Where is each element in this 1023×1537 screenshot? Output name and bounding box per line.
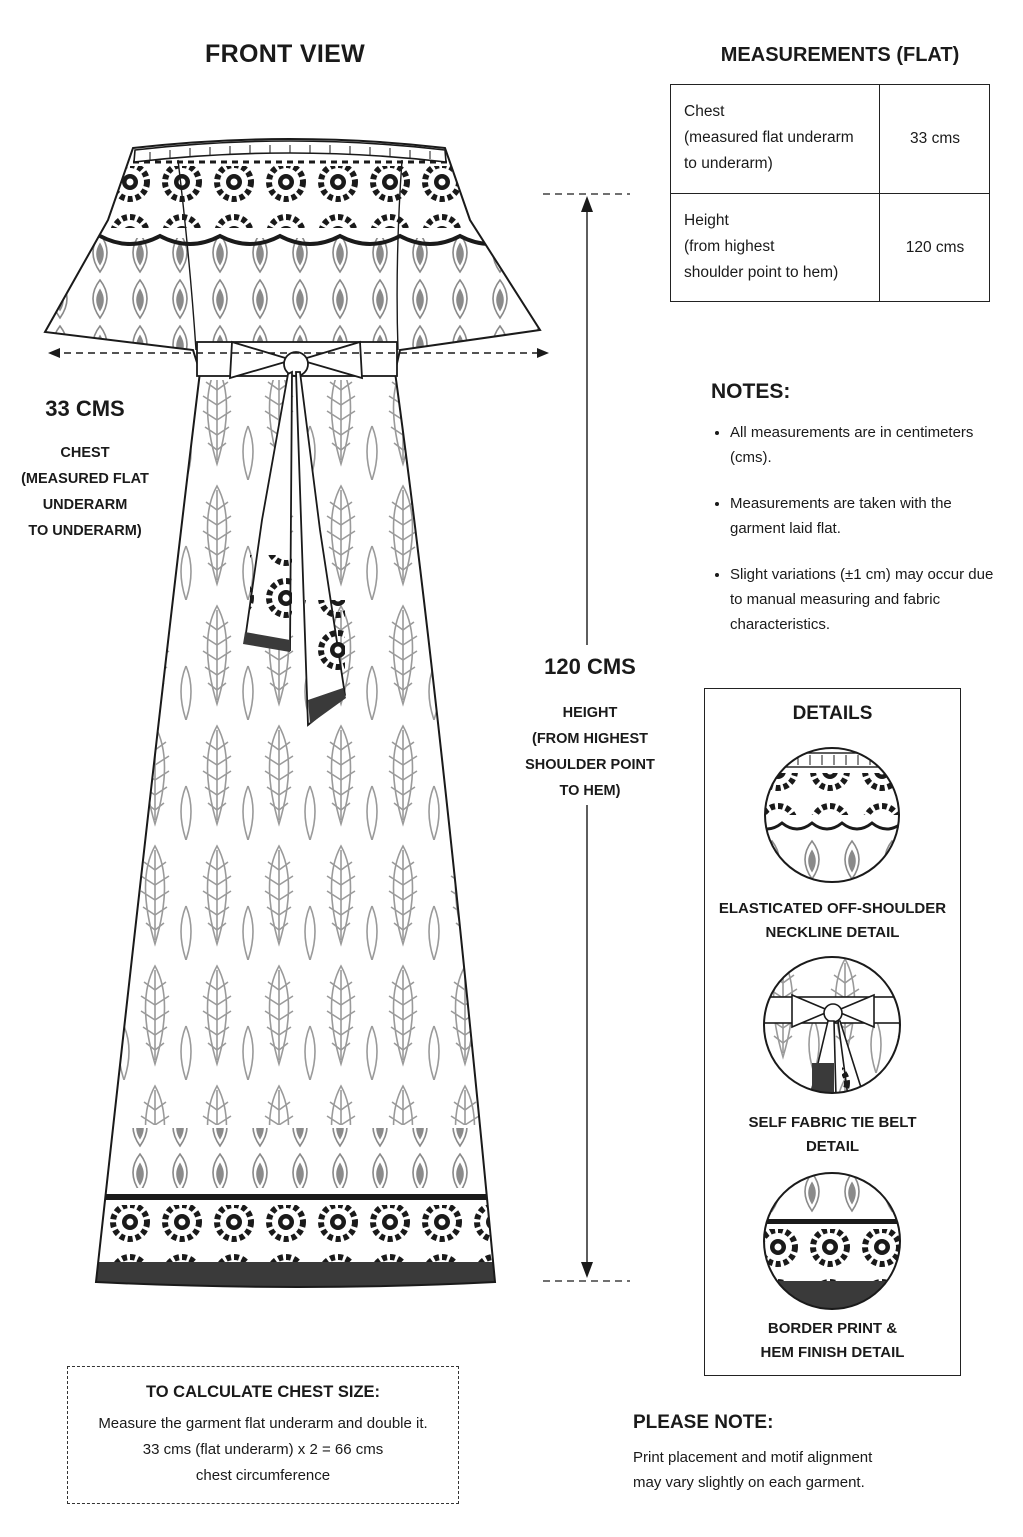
caption-line: ELASTICATED OFF-SHOULDER — [718, 900, 947, 917]
measurements-table — [670, 84, 990, 302]
list-item: • All measurements are in centimeters (cms). — [730, 420, 1000, 470]
caption-line: DETAIL — [805, 1138, 860, 1155]
calc-title: TO CALCULATE CHEST SIZE: — [145, 1383, 381, 1401]
height-label-line: (FROM HIGHEST — [532, 731, 648, 747]
neckline-detail-image — [752, 745, 912, 885]
measurement-value: 33 cms — [879, 85, 990, 193]
measurement-value: 120 cms — [879, 194, 990, 302]
calc-line: chest circumference — [195, 1467, 331, 1484]
caption-line: BORDER PRINT & — [767, 1320, 898, 1337]
measurement-label — [684, 208, 874, 286]
chest-label-line: TO UNDERARM) — [28, 523, 142, 539]
calc-line: 33 cms (flat underarm) x 2 = 66 cms — [142, 1441, 384, 1458]
measurements-title: MEASUREMENTS (FLAT) — [720, 44, 960, 66]
height-label-line: TO HEM) — [559, 783, 621, 799]
details-title: DETAILS — [792, 703, 873, 724]
label-line: (from highest — [684, 238, 775, 255]
height-measure-value: 120 CMS — [544, 654, 636, 679]
chest-calculation-box — [67, 1366, 459, 1504]
label-line: Chest — [684, 103, 725, 120]
notes-title: NOTES: — [711, 380, 791, 403]
please-note-title: PLEASE NOTE: — [633, 1412, 774, 1433]
caption-line: SELF FABRIC TIE BELT — [748, 1114, 917, 1131]
front-view-title: FRONT VIEW — [205, 40, 365, 68]
height-label-line: HEIGHT — [562, 705, 618, 721]
detail-caption-border-print — [705, 1317, 960, 1365]
list-item: • Slight variations (±1 cm) may occur due to manual measuring and fabric characteristics. — [730, 562, 1000, 637]
border-print-detail-image — [752, 1169, 912, 1313]
caption-line: NECKLINE DETAIL — [765, 924, 900, 941]
measurement-label — [684, 99, 874, 177]
detail-caption-tie-belt — [705, 1111, 960, 1159]
chest-label-line: UNDERARM — [42, 497, 128, 513]
label-line: shoulder point to hem) — [684, 264, 839, 281]
chest-measure-label — [14, 440, 156, 544]
table-row — [671, 194, 989, 302]
please-note-text — [633, 1445, 933, 1495]
chest-label-line: CHEST — [60, 445, 110, 461]
label-line: to underarm) — [684, 155, 773, 172]
calc-line: Measure the garment flat underarm and double it. — [98, 1415, 428, 1432]
height-measure-label — [508, 700, 672, 804]
label-line: (measured flat underarm — [684, 129, 854, 146]
list-item: • Measurements are taken with the garment laid flat. — [730, 491, 1000, 541]
chest-label-line: (MEASURED FLAT — [21, 471, 149, 487]
chest-measure-value: 33 CMS — [45, 396, 125, 421]
please-note-line: may vary slightly on each garment. — [633, 1474, 865, 1491]
label-line: Height — [684, 212, 729, 229]
table-row — [671, 85, 989, 194]
please-note-line: Print placement and motif alignment — [633, 1449, 873, 1466]
notes-list — [706, 420, 1000, 658]
detail-caption-neckline — [705, 897, 960, 945]
details-panel — [704, 688, 961, 1376]
tie-belt-detail-image — [752, 953, 912, 1097]
height-label-line: SHOULDER POINT — [525, 757, 655, 773]
caption-line: HEM FINISH DETAIL — [760, 1344, 905, 1361]
